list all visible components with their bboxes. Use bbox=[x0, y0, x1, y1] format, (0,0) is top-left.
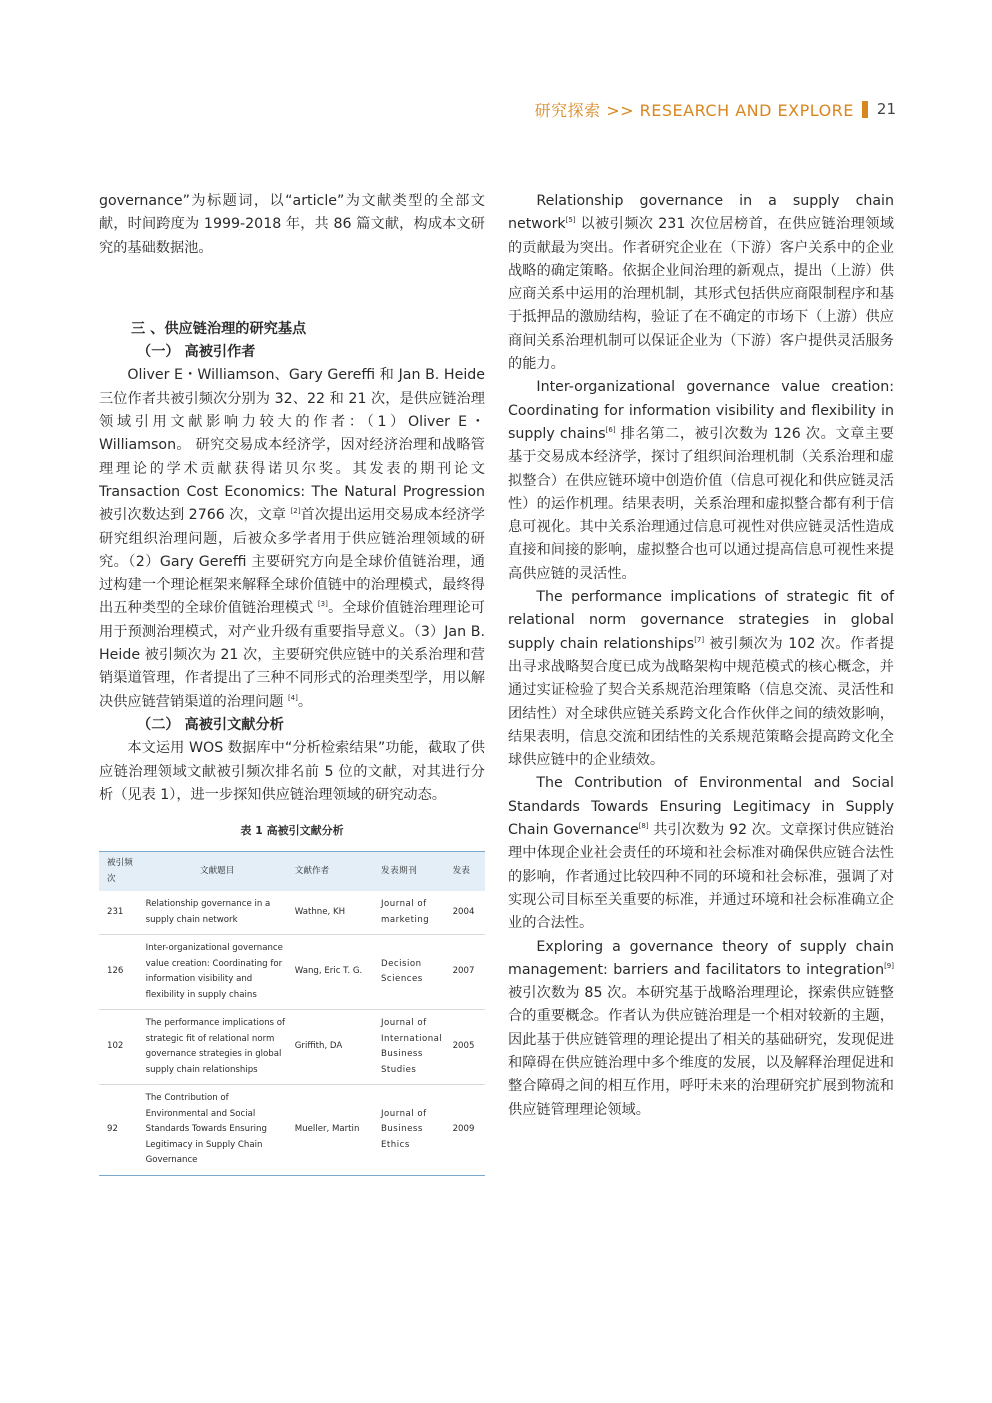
cell-author: Mueller, Martin bbox=[292, 1085, 378, 1176]
cell-year: 2004 bbox=[452, 906, 475, 917]
col-header-cites: 被引频次 bbox=[107, 858, 133, 884]
paper-paragraph-3: The performance implications of strategic fit of relational norm governance strategies in global supply chain relationships[7] 被引频次为 102 次。作者提出寻求战略契合度已成为战略架构中规范模式的核心概念，并通过实证检验了契合关系规范治理策略（信息交流、灵活性和团结性）对全球供应链关系跨文化合作伙伴之间的绩效影响，结果表明，信息交流和团结性的关系规范策略会提高跨文化全球供应链中的企业绩效。 bbox=[508, 589, 894, 769]
intro-paragraph: governance”为标题词，以“article”为文献类型的全部文献，时间跨度为 1999-2018 年，共 86 篇文献，构成本文研究的基础数据池。 bbox=[99, 193, 485, 256]
page-number: 21 bbox=[876, 100, 896, 118]
literature-paragraph: 本文运用 WOS 数据库中“分析检索结果”功能，截取了供应链治理领域文献被引频次排名前 5 位的文献，对其进行分析（见表 1），进一步探知供应链治理领域的研究动态。 bbox=[99, 740, 485, 803]
table-row bbox=[99, 891, 485, 935]
citation-ref: [5] bbox=[565, 216, 576, 225]
paper-paragraph-1: Relationship governance in a supply chain network[5] 以被引频次 231 次位居榜首，在供应链治理领域的贡献最为突出。作者研究企业在（下游）客户关系中的企业战略的确定策略。依据企业间治理的新观点，提出（上游）供应商关系中运用的治理机制，其形式包括供应商限制程序和基于抵押品的激励结构，验证了在不确定的市场下（上游）供应商间关系治理机制可以保证企业为（下游）客户提供灵活服务的能力。 bbox=[508, 193, 894, 373]
cell-journal: Decision Sciences bbox=[378, 935, 450, 1010]
authors-paragraph: Oliver E・Williamson、Gary Gereffi 和 Jan B. Heide 三位作者共被引频次分别为 32、22 和 21 次，是供应链治理领域引用文献影响力较大的作者：（1）Oliver E・Williamson。 研究交易成本经济学，因对经济治理和战略管理理论的学术贡献获得诺贝尔奖。其发表的期刊论文 Transaction Cost Economics: The Natural Progression 被引次数达到 2766 次，文章 [2]首次提出运用交易成本经济学研究组织治理问题，后被众多学者用于供应链治理领域的研究。（2）Gary Gereffi 主要研究方向是全球价值链治理，通过构建一个理论框架来解释全球价值链中的治理模式，最终得出五种类型的全球价值链治理模式 [3]。全球价值链治理理论可用于预测治理模式，对产业升级有重要指导意义。（3）Jan B. Heide 被引频次为 21 次，主要研究供应链中的关系治理和营销渠道管理，作者提出了三种不同形式的治理类型学，用以解决供应链营销渠道的治理问题 [4]。 bbox=[99, 367, 485, 710]
cell-journal: Journal of marketing bbox=[380, 899, 430, 925]
cell-cites: 126 bbox=[99, 935, 143, 1010]
citation-ref: [2] bbox=[290, 507, 301, 516]
citation-ref: [3] bbox=[317, 600, 328, 609]
cell-year: 2005 bbox=[450, 1010, 485, 1085]
cell-journal: Journal of International Business Studies bbox=[378, 1010, 450, 1085]
right-column bbox=[508, 190, 894, 1122]
cell-title: The performance implications of strategic fit of relational norm governance strategies in global supply chain relationships bbox=[143, 1010, 292, 1085]
table-row bbox=[99, 935, 485, 1010]
col-header-author: 文献作者 bbox=[294, 865, 330, 876]
table-caption: 表 1 高被引文献分析 bbox=[240, 824, 344, 838]
section-title: 三 、供应链治理的研究基点 bbox=[131, 320, 307, 337]
cell-year: 2007 bbox=[450, 935, 485, 1010]
citation-ref: [8] bbox=[638, 822, 649, 831]
citation-ref: [6] bbox=[605, 425, 616, 434]
header-divider-bar bbox=[862, 101, 868, 118]
col-header-journal: 发表期刊 bbox=[380, 865, 418, 876]
cell-author: Wang, Eric T. G. bbox=[292, 935, 378, 1010]
running-header bbox=[535, 97, 896, 121]
cell-title: The Contribution of Environmental and Social Standards Towards Ensuring Legitimacy in Supply Chain Governance bbox=[143, 1085, 292, 1176]
cell-cites: 102 bbox=[99, 1010, 143, 1085]
col-header-year: 发表 bbox=[452, 865, 470, 876]
table-row bbox=[99, 1085, 485, 1176]
cell-cites: 231 bbox=[107, 906, 124, 917]
cell-cites: 92 bbox=[99, 1085, 143, 1176]
paper-paragraph-2: Inter-organizational governance value creation: Coordinating for information visibility and flexibility in supply chains[6] 排名第二，被引次数为 126 次。文章主要基于交易成本经济学，探讨了组织间治理机制（关系治理和虚拟整合）在供应链环境中创造价值（信息可视化和供应链灵活性）的运作机理。结果表明，关系治理和虚拟整合都有利于信息可视化。其中关系治理通过信息可视性对供应链灵活性造成直接和间接的影响，虚拟整合也可以通过提高信息可视性来提高供应链的灵活性。 bbox=[508, 379, 894, 582]
left-column bbox=[99, 190, 485, 1176]
table-row bbox=[99, 1010, 485, 1085]
citation-ref: [7] bbox=[694, 635, 705, 644]
paper-paragraph-4: The Contribution of Environmental and Social Standards Towards Ensuring Legitimacy in Supply Chain Governance[8] 共引次数为 92 次。文章探讨供应链治理中体现企业社会责任的环境和社会标准对确保供应链合法性的影响，作者通过比较四种不同的环境和社会标准，强调了对实现公司目标至关重要的标准，并通过环境和社会标准确立企业的合法性。 bbox=[508, 775, 894, 932]
citation-table bbox=[99, 851, 485, 1176]
citation-ref: [9] bbox=[884, 961, 894, 970]
subsection-title-literature: （二） 高被引文献分析 bbox=[137, 716, 284, 733]
cell-year: 2009 bbox=[450, 1085, 485, 1176]
citation-ref: [4] bbox=[287, 693, 298, 702]
section-label: 研究探索 >> RESEARCH AND EXPLORE bbox=[534, 100, 854, 120]
table-header-row bbox=[99, 852, 485, 892]
col-header-title: 文献题目 bbox=[199, 865, 235, 876]
cell-author: Griffith, DA bbox=[292, 1010, 378, 1085]
cell-title: Relationship governance in a supply chain network bbox=[145, 899, 271, 925]
cell-title: Inter-organizational governance value creation: Coordinating for information visibility and flexibility in supply chains bbox=[143, 935, 292, 1010]
paper-paragraph-5: Exploring a governance theory of supply chain management: barriers and facilitators to integration[9] 被引次数为 85 次。本研究基于战略治理理论，探索供应链整合的重要概念。作者认为供应链治理是一个相对较新的主题，因此基于供应链管理的理论提出了相关的基础研究，发现促进和障碍在供应链治理中多个维度的发展，以及解释治理促进和整合障碍之间的相互作用，呼吁未来的治理研究扩展到物流和供应链管理理论领域。 bbox=[508, 938, 894, 1118]
cell-author: Wathne, KH bbox=[294, 906, 346, 917]
cell-journal: Journal of Business Ethics bbox=[378, 1085, 450, 1176]
subsection-title-authors: （一） 高被引作者 bbox=[137, 344, 256, 361]
